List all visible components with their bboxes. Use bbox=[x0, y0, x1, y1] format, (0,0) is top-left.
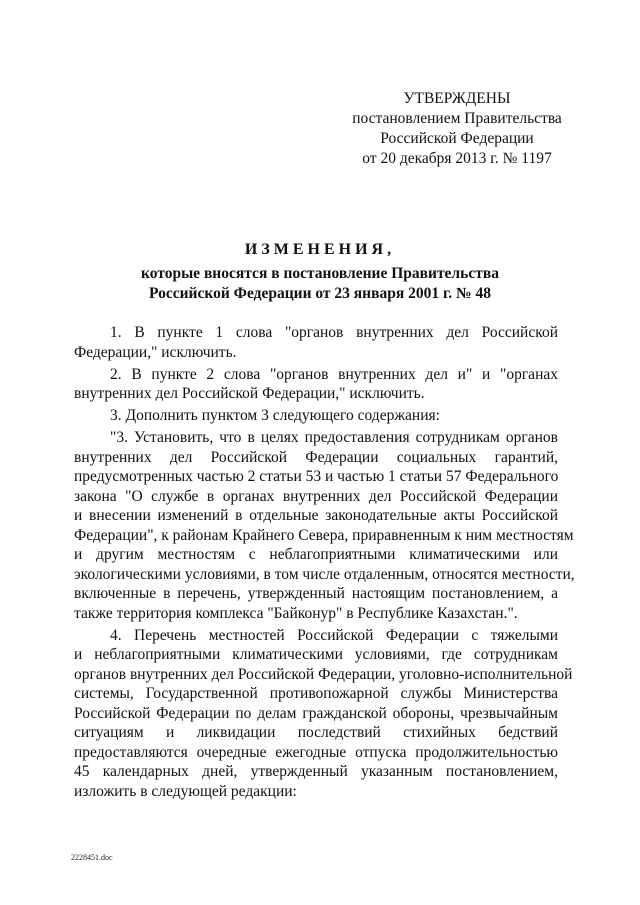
text-line: "3. Установить, что в целях предоставления сотрудникам органов bbox=[110, 429, 558, 446]
text-line: ситуациям и ликвидации последствий стихийных бедствий bbox=[74, 724, 558, 741]
text-line: и внесении изменений в отдельные законодательные акты Российской bbox=[74, 507, 558, 524]
approval-stamp bbox=[352, 89, 562, 169]
text-line: изложить в следующей редакции: bbox=[74, 782, 297, 800]
text-line: Федерации," исключить. bbox=[74, 343, 237, 361]
text-line: Федерации", к районам Крайнего Севера, приравненным к ним местностям bbox=[74, 526, 574, 544]
paragraph-item-2 bbox=[74, 365, 558, 404]
text-line: внутренних дел Российской Федерации социальных гарантий, bbox=[74, 448, 558, 466]
text-line: и другим местностям с неблагоприятными климатическими или bbox=[74, 546, 558, 563]
document-title: ИЗМЕНЕНИЯ, bbox=[244, 241, 396, 258]
approval-line-3: Российской Федерации bbox=[380, 130, 534, 147]
text-line: экологическими условиями, в том числе отдаленным, относятся местности, bbox=[74, 565, 575, 583]
text-line: 3. Дополнить пунктом 3 следующего содержания: bbox=[110, 407, 440, 424]
paragraph-item-3 bbox=[74, 406, 558, 426]
paragraph-item-3-content bbox=[74, 428, 575, 623]
text-line: органов внутренних дел Российской Федерации, уголовно-исполнительной bbox=[74, 665, 573, 683]
text-line: и неблагоприятными климатическими условиями, где сотрудникам bbox=[74, 646, 558, 663]
text-line: Российской Федерации по делам гражданской обороны, чрезвычайным bbox=[74, 704, 558, 722]
paragraph-item-4 bbox=[74, 626, 573, 802]
text-line: системы, Государственной противопожарной службы Министерства bbox=[74, 685, 558, 702]
text-line: также территория комплекса "Байконур" в Республике Казахстан.". bbox=[74, 604, 518, 622]
text-line: предоставляются очередные ежегодные отпуска продолжительностью bbox=[74, 743, 558, 761]
subtitle-line-1: которые вносятся в постановление Правительства bbox=[141, 265, 499, 282]
text-line: закона "О службе в органах внутренних дел Российской Федерации bbox=[74, 487, 558, 505]
text-line: 45 календарных дней, утвержденный указанным постановлением, bbox=[74, 763, 558, 780]
file-name-footer: 2228451.doc bbox=[71, 853, 113, 862]
text-line: внутренних дел Российской Федерации," исключить. bbox=[74, 385, 425, 402]
text-line: предусмотренных частью 2 статьи 53 и частью 1 статьи 57 Федерального bbox=[74, 468, 559, 485]
text-line: 4. Перечень местностей Российской Федерации с тяжелыми bbox=[110, 626, 558, 644]
text-line: 1. В пункте 1 слова "органов внутренних дел Российской bbox=[110, 324, 558, 341]
paragraph-item-1 bbox=[74, 323, 558, 362]
approval-title: УТВЕРЖДЕНЫ bbox=[403, 90, 511, 107]
text-line: 2. В пункте 2 слова "органов внутренних дел и" и "органах bbox=[110, 365, 558, 383]
approval-line-2: постановлением Правительства bbox=[352, 110, 562, 127]
text-line: включенные в перечень, утвержденный настоящим постановлением, а bbox=[74, 585, 558, 602]
subtitle-line-2: Российской Федерации от 23 января 2001 г. № 48 bbox=[149, 285, 491, 302]
document-subtitle bbox=[0, 264, 640, 304]
document-body bbox=[74, 323, 575, 804]
approval-line-4: от 20 декабря 2013 г. № 1197 bbox=[362, 150, 552, 167]
